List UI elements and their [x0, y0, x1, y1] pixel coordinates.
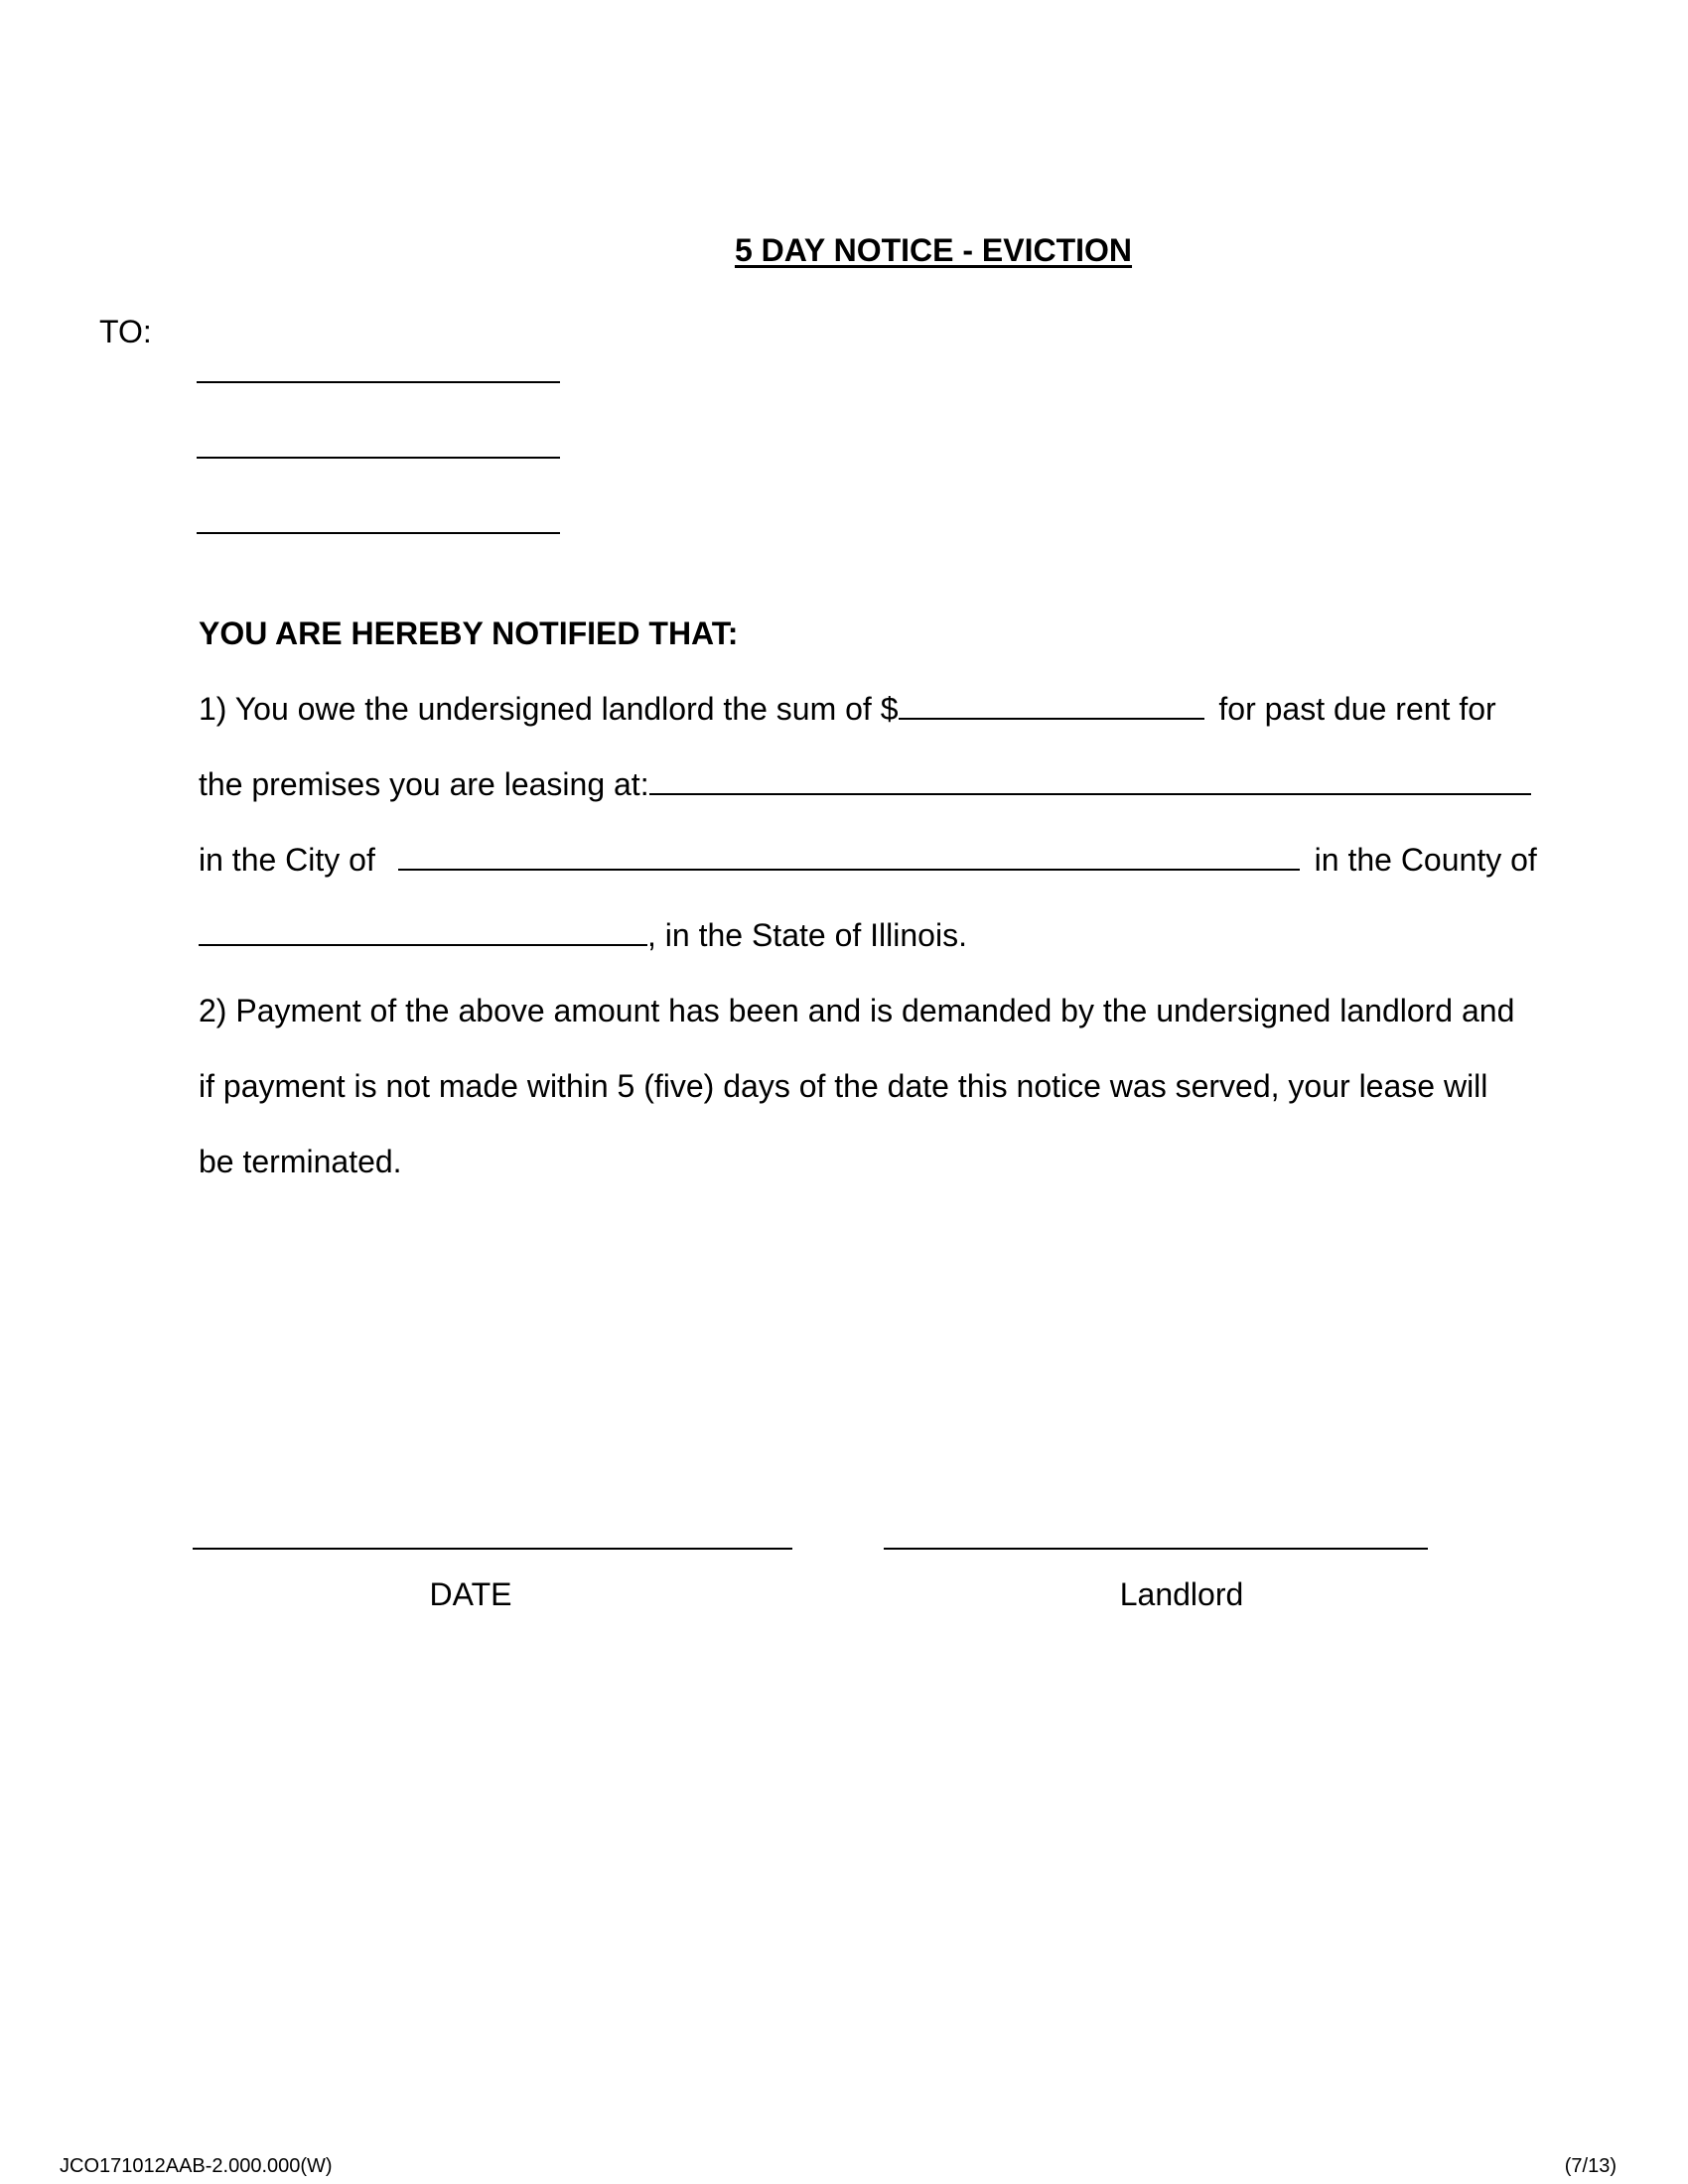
para1-line3 — [199, 840, 1537, 880]
landlord-signature-line[interactable] — [884, 1548, 1428, 1550]
premises-text: the premises you are leasing at: — [199, 766, 649, 802]
recipient-line-3[interactable] — [197, 532, 560, 534]
landlord-label: Landlord — [1119, 1576, 1244, 1612]
past-due-text: for past due rent for — [1218, 691, 1496, 727]
para2-line1: 2) Payment of the above amount has been and is demanded by the undersigned landlord and — [199, 993, 1515, 1028]
document-title: 5 DAY NOTICE - EVICTION — [734, 232, 1133, 268]
city-text: in the City of — [199, 842, 375, 878]
premises-address-blank[interactable] — [649, 767, 1531, 795]
form-code: JCO171012AAB-2.000.000(W) — [60, 2155, 333, 2177]
city-blank[interactable] — [398, 843, 1300, 871]
to-label: TO: — [99, 314, 152, 349]
para2-line3: be terminated. — [199, 1144, 402, 1179]
revision-date: (7/13) — [1564, 2155, 1617, 2177]
date-label: DATE — [429, 1576, 512, 1612]
county-text: in the County of — [1314, 842, 1537, 878]
para1-line1 — [199, 689, 1496, 729]
para2-line2: if payment is not made within 5 (five) days of the date this notice was served, your lease will — [199, 1068, 1488, 1104]
amount-owed-blank[interactable] — [899, 692, 1204, 720]
recipient-line-2[interactable] — [197, 457, 560, 459]
county-blank[interactable] — [199, 918, 647, 946]
amount-owed-text: 1) You owe the undersigned landlord the sum of $ — [199, 691, 899, 727]
date-signature-line[interactable] — [193, 1548, 792, 1550]
state-text: , in the State of Illinois. — [647, 917, 967, 953]
para1-line2 — [199, 764, 1531, 804]
recipient-line-1[interactable] — [197, 381, 560, 383]
notified-heading: YOU ARE HEREBY NOTIFIED THAT: — [199, 615, 739, 651]
para1-line4 — [199, 915, 967, 955]
